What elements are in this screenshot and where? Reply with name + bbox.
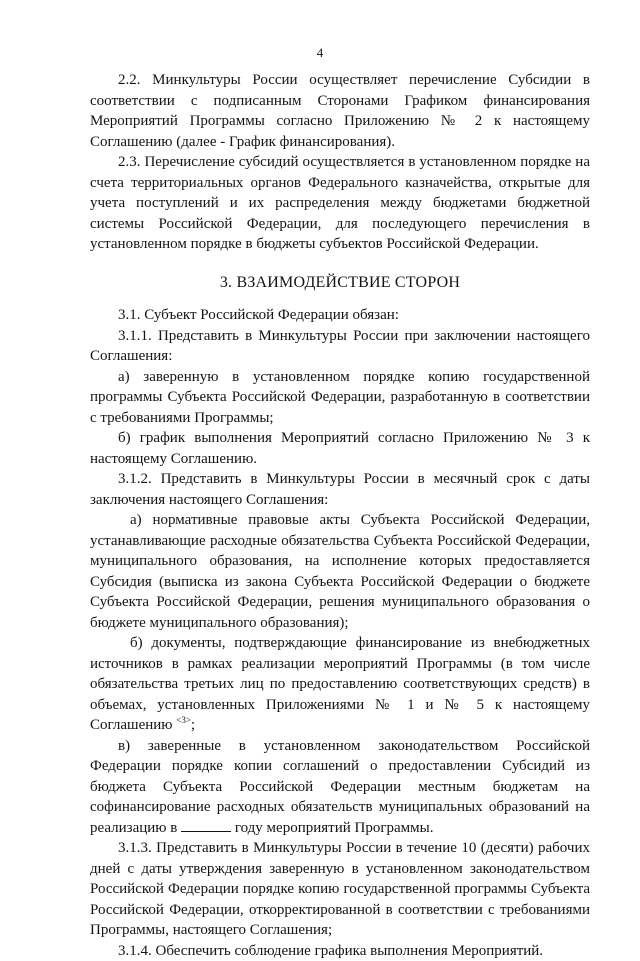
paragraph-3-1-2-a: а) нормативные правовые акты Субъекта Российской Федерации, устанавливающие расходные обязательства Субъекта Российской Федерации, муниципального образования, на исполнение которых предоставляется Субсидия (выписка из закона Субъекта Российской Федерации о бюджете Субъекта Российской Федерации, решения муниципального образования о бюджете муниципального образования); [90,510,590,633]
paragraph-3-1-1-b: б) график выполнения Мероприятий согласно Приложению № 3 к настоящему Соглашению. [90,428,590,469]
footnote-reference: <3> [176,715,191,725]
year-blank-line [181,820,231,832]
paragraph-3-1-2-v-text: в) заверенные в установленном законодательством Российской Федерации порядке копии соглашений о предоставлении Субсидий из бюджета Субъекта Российской Федерации местным бюджетам на софинансирование расходных обязательств муниципальных образований на реализацию в [90,738,590,836]
page-number: 4 [0,45,640,61]
paragraph-3-1-2-v-end: году мероприятий Программы. [235,820,434,836]
paragraph-3-1-1-a: а) заверенную в установленном порядке копию государственной программы Субъекта Российской Федерации, разработанную в соответствии с требованиями Программы; [90,367,590,429]
paragraph-3-1-1: 3.1.1. Представить в Минкультуры России при заключении настоящего Соглашения: [90,326,590,367]
paragraph-3-1-3: 3.1.3. Представить в Минкультуры России в течение 10 (десяти) рабочих дней с даты утверждения заверенную в установленном законодательством Российской Федерации порядке копию государственной программы Субъекта Российской Федерации, откорректированной в соответствии с требованиями Программы, настоящего Соглашения; [90,838,590,941]
paragraph-2-2: 2.2. Минкультуры России осуществляет перечисление Субсидии в соответствии с подписанным Сторонами Графиком финансирования Мероприятий Программы согласно Приложению № 2 к настоящему Соглашению (далее - График финансирования). [90,70,590,152]
paragraph-3-1-2-b-text: б) документы, подтверждающие финансирование из внебюджетных источников в рамках реализации мероприятий Программы (в том числе обязательства третьих лиц по предоставлению соответствующих средств) в объемах, установленных Приложениями № 1 и № 5 к настоящему Соглашению [90,635,590,733]
section-title: 3. ВЗАИМОДЕЙСТВИЕ СТОРОН [90,273,590,294]
paragraph-3-1-2-v [90,736,590,839]
paragraph-3-1: 3.1. Субъект Российской Федерации обязан: [90,305,590,326]
paragraph-3-1-2-b-end: ; [191,717,195,733]
document-body [90,70,590,961]
paragraph-3-1-2: 3.1.2. Представить в Минкультуры России в месячный срок с даты заключения настоящего Соглашения: [90,469,590,510]
paragraph-2-3: 2.3. Перечисление субсидий осуществляется в установленном порядке на счета территориальных органов Федерального казначейства, открытые для учета поступлений и их распределения между бюджетами бюджетной системы Российской Федерации, для последующего перечисления в установленном порядке в бюджеты субъектов Российской Федерации. [90,152,590,255]
paragraph-3-1-2-b [90,633,590,736]
paragraph-3-1-4: 3.1.4. Обеспечить соблюдение графика выполнения Мероприятий. [90,941,590,961]
